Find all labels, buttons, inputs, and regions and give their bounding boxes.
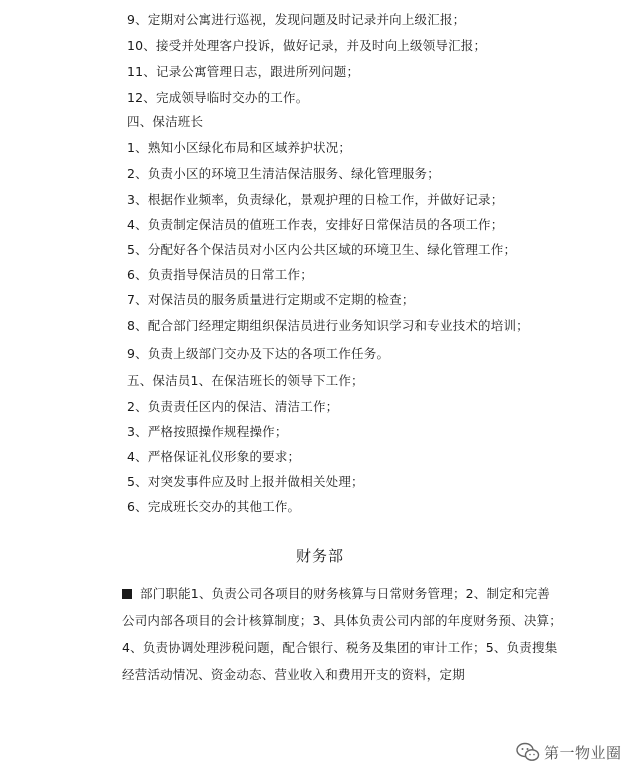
duty-item: 5、分配好各个保洁员对小区内公共区域的环境卫生、绿化管理工作； xyxy=(127,242,517,257)
duty-item: 6、负责指导保洁员的日常工作； xyxy=(127,267,313,282)
finance-title: 财务部 xyxy=(295,547,344,565)
section-heading: 五、保洁员1、在保洁班长的领导下工作； xyxy=(127,373,364,388)
duty-item: 12、完成领导临时交办的工作。 xyxy=(127,90,309,105)
duty-item: 3、严格按照操作规程操作； xyxy=(127,424,288,439)
finance-paragraph-text: 部门职能1、负责公司各项目的财务核算与日常财务管理；2、制定和完善公司内部各项目的会计核算制度；3、具体负责公司内部的年度财务预、决算；4、负责协调处理涉税问题，配合银行、税务及集团的审计工作；5、负责搜集经营活动情况、资金动态、营业收入和费用开支的资料，定期 xyxy=(122,586,562,682)
duty-item: 9、定期对公寓进行巡视，发现问题及时记录并向上级汇报； xyxy=(127,12,466,27)
duty-item: 7、对保洁员的服务质量进行定期或不定期的检查； xyxy=(127,292,415,307)
duty-item: 1、熟知小区绿化布局和区域养护状况； xyxy=(127,140,352,155)
duty-item: 4、负责制定保洁员的值班工作表，安排好日常保洁员的各项工作； xyxy=(127,217,504,232)
duty-item: 3、根据作业频率，负责绿化，景观护理的日检工作，并做好记录； xyxy=(127,192,504,207)
duty-item: 10、接受并处理客户投诉，做好记录，并及时向上级领导汇报； xyxy=(127,38,487,53)
duty-item: 11、记录公寓管理日志，跟进所列问题； xyxy=(127,64,360,79)
finance-paragraph xyxy=(122,580,562,688)
watermark-text: 第一物业圈 xyxy=(544,743,622,762)
wechat-icon xyxy=(516,741,540,763)
duty-item: 6、完成班长交办的其他工作。 xyxy=(127,499,301,514)
duty-item: 5、对突发事件应及时上报并做相关处理； xyxy=(127,474,364,489)
duty-item: 4、严格保证礼仪形象的要求； xyxy=(127,449,301,464)
duty-item: 2、负责小区的环境卫生清洁保洁服务、绿化管理服务； xyxy=(127,166,440,181)
duty-item: 2、负责责任区内的保洁、清洁工作； xyxy=(127,399,339,414)
section-heading: 四、保洁班长 xyxy=(127,114,204,129)
duty-item: 8、配合部门经理定期组织保洁员进行业务知识学习和专业技术的培训； xyxy=(127,318,529,333)
bullet-square-icon xyxy=(122,589,132,599)
watermark xyxy=(516,740,622,764)
duty-item: 9、负责上级部门交办及下达的各项工作任务。 xyxy=(127,346,390,361)
